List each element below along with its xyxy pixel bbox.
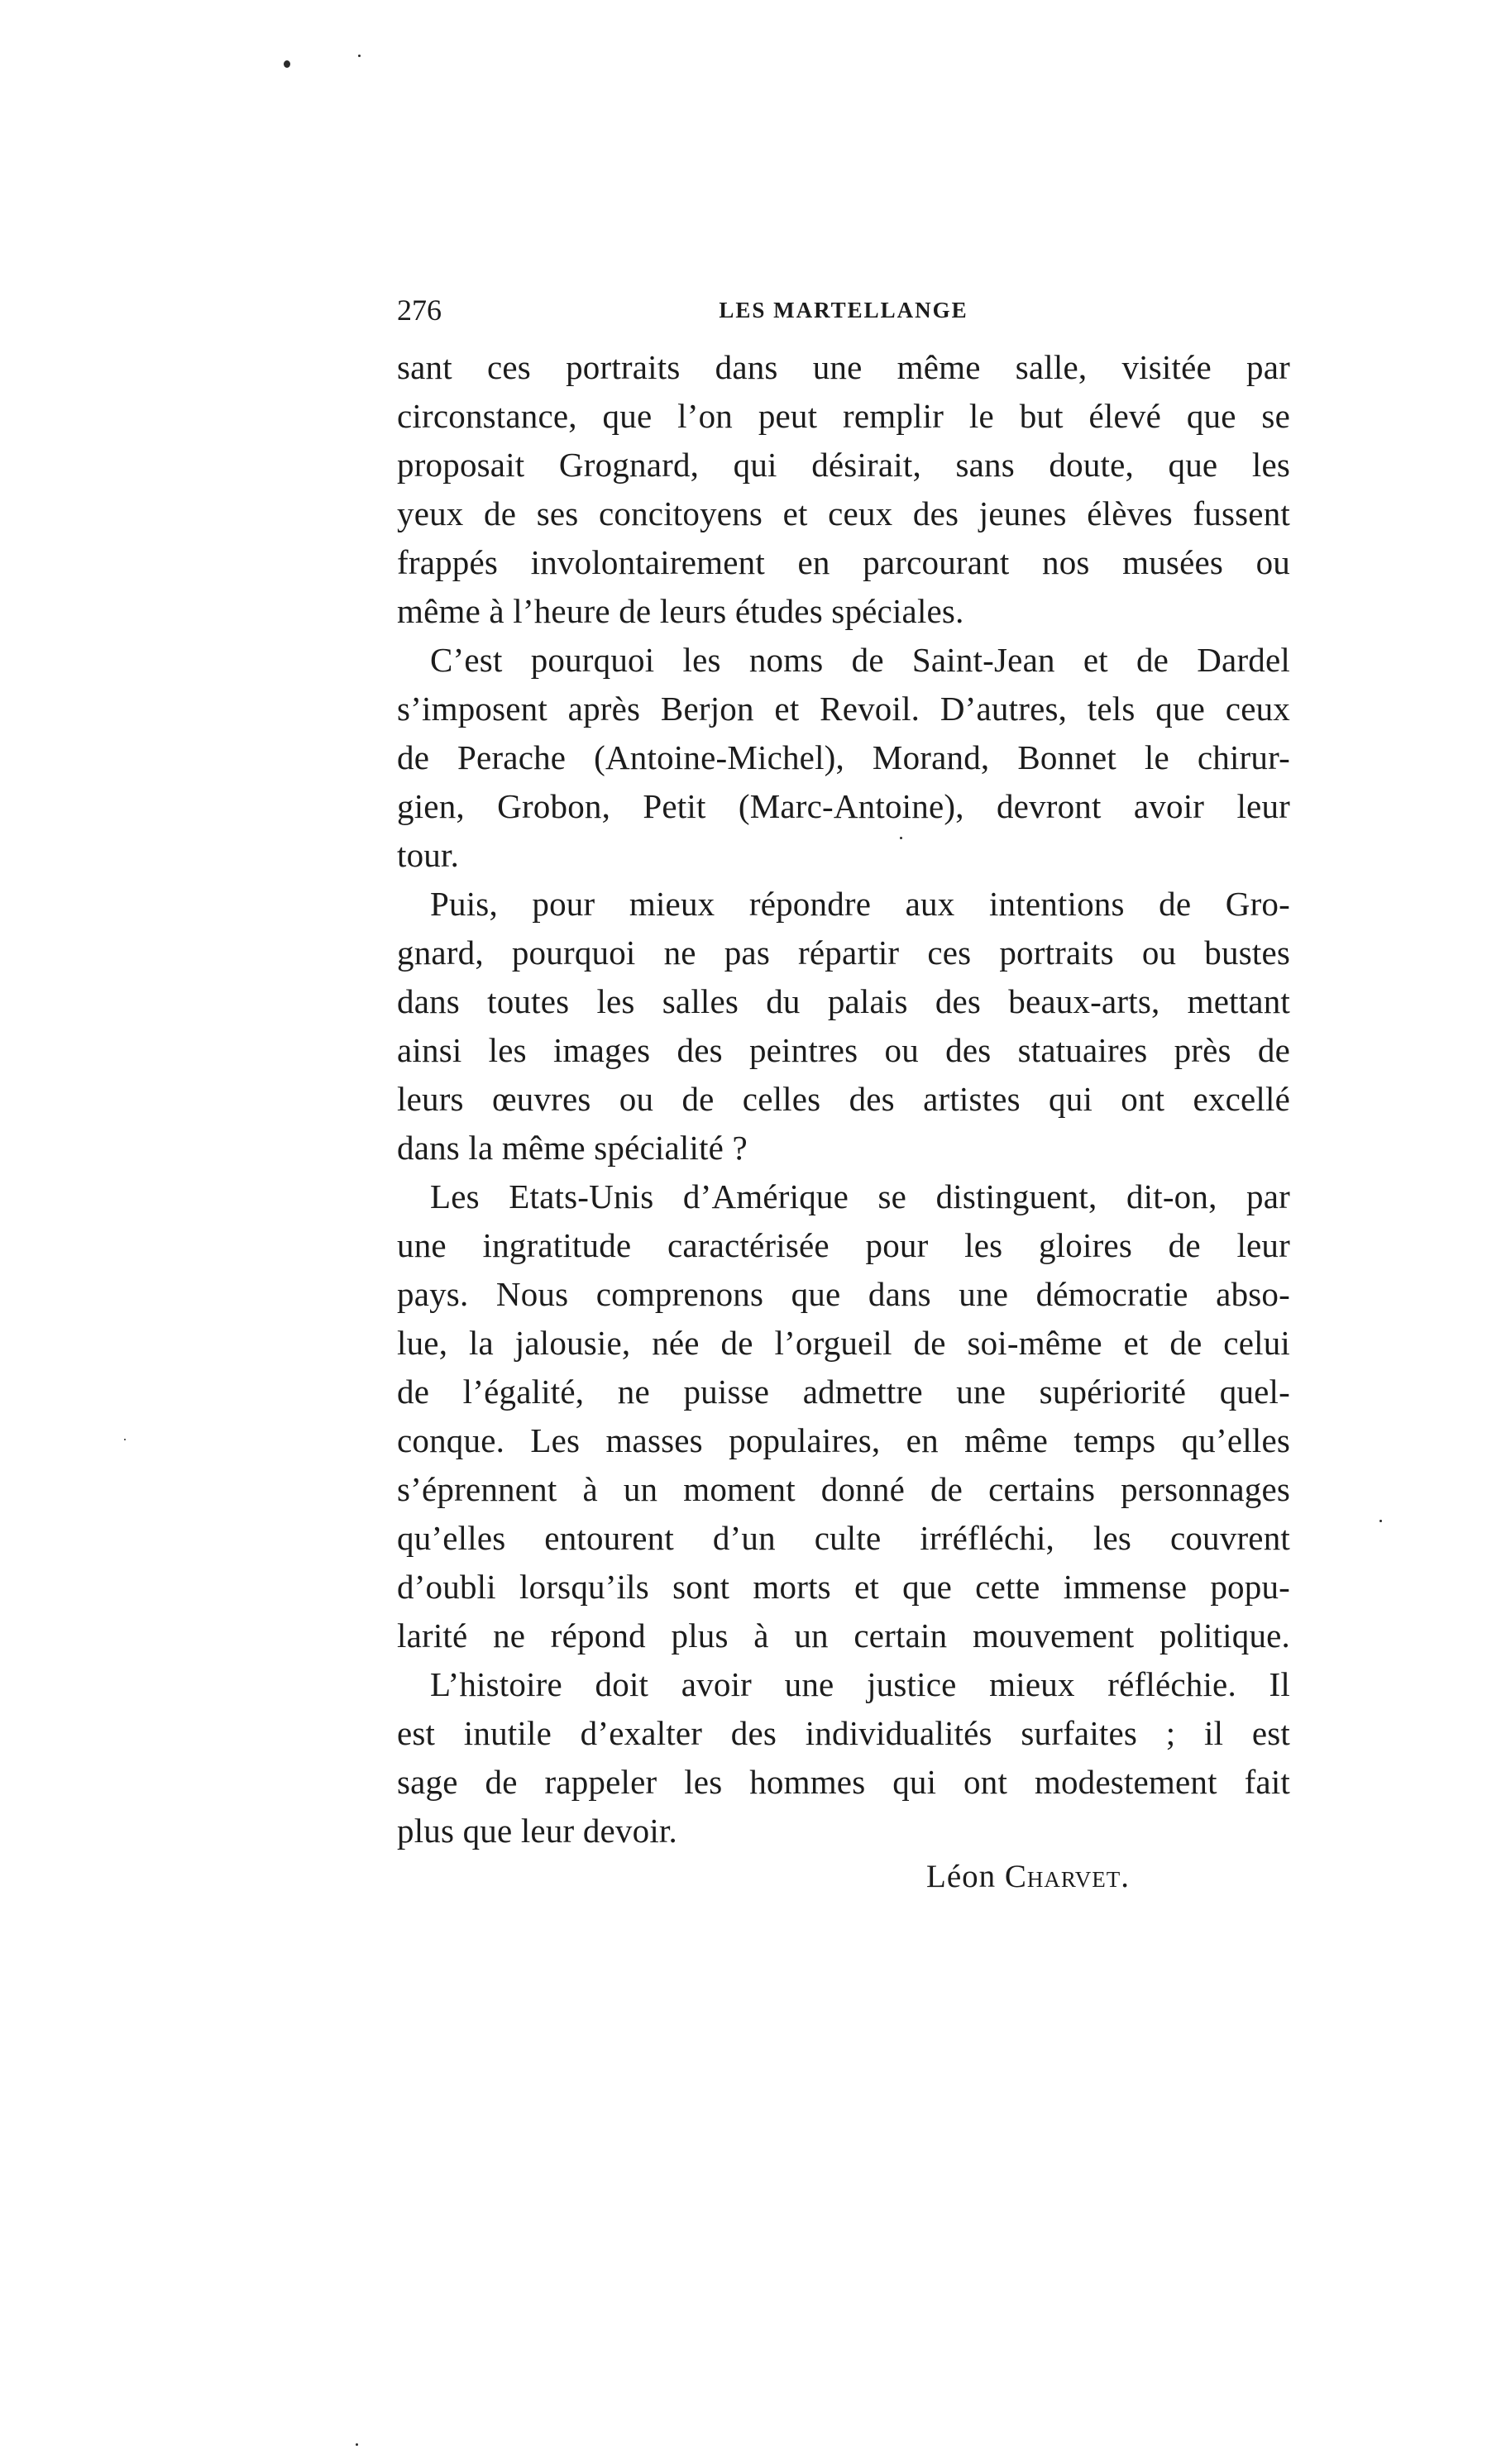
text-line: plus que leur devoir. — [397, 1812, 677, 1850]
text-line: Puis, pour mieux répondre aux intentions de Gro- — [430, 885, 1290, 923]
text-line: de l’égalité, ne puisse admettre une supériorité quel- — [397, 1373, 1290, 1411]
author-signature — [926, 1852, 1130, 1901]
text-line: leurs œuvres ou de celles des artistes qui ont excellé — [397, 1080, 1290, 1118]
text-line: est inutile d’exalter des individualités surfaites ; il est — [397, 1714, 1290, 1752]
text-line: ainsi les images des peintres ou des statuaires près de — [397, 1031, 1290, 1069]
text-line: pays. Nous comprenons que dans une démocratie abso- — [397, 1275, 1290, 1313]
text-line: qu’elles entourent d’un culte irréfléchi, les couvrent — [397, 1519, 1290, 1557]
text-line: dans la même spécialité ? — [397, 1129, 748, 1167]
text-line: yeux de ses concitoyens et ceux des jeunes élèves fussent — [397, 494, 1290, 532]
scan-speck — [356, 2443, 358, 2446]
signature-period: . — [1121, 1859, 1130, 1894]
text-line: C’est pourquoi les noms de Saint-Jean et de Dardel — [430, 641, 1290, 679]
text-line: lue, la jalousie, née de l’orgueil de soi-même et de celui — [397, 1324, 1290, 1362]
paragraph — [397, 1172, 1290, 1660]
scan-speck — [358, 55, 361, 57]
text-line: tour. — [397, 836, 460, 874]
text-line: proposait Grognard, qui désirait, sans doute, que les — [397, 446, 1290, 484]
text-line: d’oubli lorsqu’ils sont morts et que cette immense popu- — [397, 1568, 1290, 1606]
text-line: circonstance, que l’on peut remplir le but élevé que se — [397, 397, 1290, 435]
author-last-name: Charvet — [1004, 1859, 1121, 1894]
author-first-name: Léon — [926, 1859, 997, 1894]
scan-speck — [1379, 1520, 1382, 1522]
text-line: sage de rappeler les hommes qui ont modestement fait — [397, 1763, 1290, 1801]
text-line: de Perache (Antoine-Michel), Morand, Bonnet le chirur- — [397, 738, 1290, 776]
text-line: conque. Les masses populaires, en même temps qu’elles — [397, 1421, 1290, 1459]
paragraph — [397, 1660, 1290, 1855]
paragraph — [397, 880, 1290, 1172]
paragraph — [397, 636, 1290, 880]
text-line: frappés involontairement en parcourant nos musées ou — [397, 543, 1290, 581]
page-header — [397, 289, 1290, 331]
text-line: dans toutes les salles du palais des beaux-arts, mettant — [397, 982, 1290, 1020]
text-line: Les Etats-Unis d’Amérique se distinguent, dit-on, par — [430, 1177, 1290, 1215]
scan-speck — [124, 1439, 126, 1440]
text-line: gien, Grobon, Petit (Marc-Antoine), devront avoir leur — [397, 787, 1290, 825]
text-line: s’éprennent à un moment donné de certains personnages — [397, 1470, 1290, 1508]
body-text — [397, 343, 1290, 1855]
text-line: gnard, pourquoi ne pas répartir ces portraits ou bustes — [397, 934, 1290, 972]
paragraph — [397, 343, 1290, 636]
page-number: 276 — [397, 294, 442, 327]
scan-speck — [284, 60, 290, 68]
text-line: s’imposent après Berjon et Revoil. D’autres, tels que ceux — [397, 690, 1290, 728]
text-line: larité ne répond plus à un certain mouvement politique. — [397, 1616, 1290, 1655]
text-line: une ingratitude caractérisée pour les gloires de leur — [397, 1226, 1290, 1264]
running-title: LES MARTELLANGE — [719, 298, 968, 322]
text-line: sant ces portraits dans une même salle, visitée par — [397, 348, 1290, 386]
text-line: L’histoire doit avoir une justice mieux réfléchie. Il — [430, 1665, 1290, 1703]
text-line: même à l’heure de leurs études spéciales. — [397, 592, 964, 630]
